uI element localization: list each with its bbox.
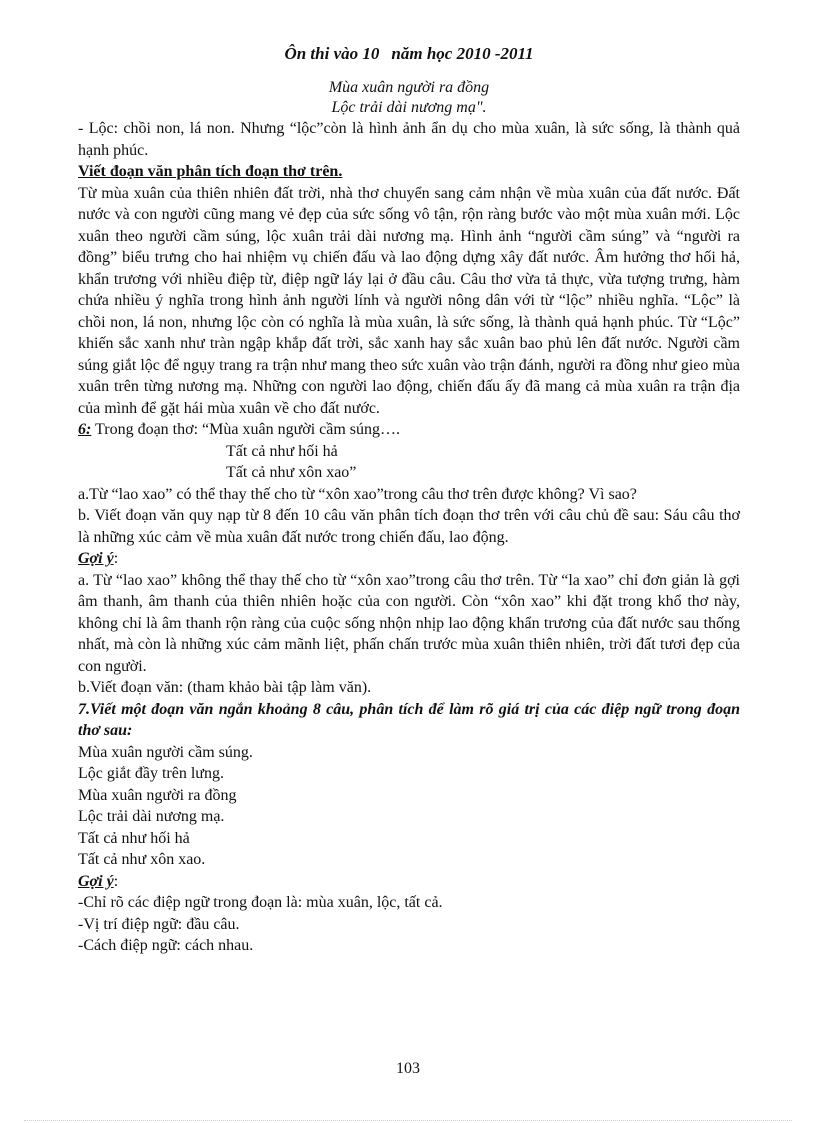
question-6 — [78, 419, 740, 441]
hint-label: Gợi ý — [78, 550, 114, 567]
question-6-verse — [78, 441, 740, 484]
hint-item: -Vị trí điệp ngữ: đầu câu. — [78, 915, 240, 933]
loc-note: - Lộc: chồi non, lá non. Nhưng “lộc”còn là hình ảnh ẩn dụ cho mùa xuân, là sức sống, là thành quả hạnh phúc. — [78, 120, 740, 159]
poem-line: Tất cả như hối hả — [78, 829, 190, 847]
question-6-verse-line: Tất cả như hối hả — [226, 442, 338, 460]
answer-b: b.Viết đoạn văn: (tham khảo bài tập làm văn). — [78, 679, 372, 696]
poem-block — [78, 742, 740, 871]
page-bottom-divider — [24, 1120, 792, 1121]
hint-suffix: : — [113, 550, 119, 567]
document-page — [78, 44, 740, 957]
answer-a: a. Từ “lao xao” không thể thay thế cho từ “xôn xao”trong câu thơ trên. Từ “la xao” chỉ đơn giản là gợi âm thanh, âm thanh của thiên nhiên hoặc của con người. Còn “xôn xao” khi đặt trong khổ thơ này, không chỉ là âm thanh rộn ràng của cuộc sống nhộn nhịp lao động khẩn trương của đất nước sau thống nhất, mà còn là những xúc cảm mãnh liệt, phấn chấn trước mùa xuân thiên nhiên, trời đất tươi đẹp của con người. — [78, 571, 740, 675]
hint-item: -Chỉ rõ các điệp ngữ trong đoạn là: mùa xuân, lộc, tất cả. — [78, 894, 443, 911]
poem-line: Lộc trải dài nương mạ. — [78, 808, 225, 825]
section-title: Viết đoạn văn phân tích đoạn thơ trên. — [78, 163, 343, 180]
quoted-verse — [78, 78, 740, 118]
analysis-paragraph: Từ mùa xuân của thiên nhiên đất trời, nhà thơ chuyển sang cảm nhận về mùa xuân của đất nước. Đất nước và con người cũng mang vẻ đẹp của sức sống vô tận, rộn ràng bước vào một mùa xuân mới. Lộc xuân theo người cầm súng, lộc xuân trải dài nương mạ. Hình ảnh “người cầm súng” và “người ra đồng” biểu trưng cho hai nhiệm vụ chiến đấu và lao động dựng xây đất nước. Âm hưởng thơ hối hả, khẩn trương với nhiều điệp từ, điệp ngữ láy lại ở đầu câu. Câu thơ vừa tả thực, vừa tượng trưng, hàm chứa nhiều ý nghĩa trong hình ảnh người lính và người nông dân với từ “lộc” nhiều nghĩa. “Lộc” là chồi non, lá non, nhưng lộc còn có nghĩa là mùa xuân, là sức sống, là thành quả hạnh phúc. Từ “Lộc” khiến sắc xanh như tràn ngập khắp đất trời, sắc xanh hay sắc xuân bao phủ lên đất nước. Người cầm súng giắt lộc để ngụy trang ra trận như mang theo sức xuân vào trận đánh, người ra đồng như gieo mùa xuân trên từng nương mạ. Những con người lao động, chiến đấu ấy đã mang cả mùa xuân ra trận địa của mình để gặt hái mùa xuân về cho đất nước. — [78, 184, 740, 417]
hint-label-2: Gợi ý — [78, 872, 114, 890]
hint-suffix-2: : — [113, 872, 119, 890]
poem-line: Mùa xuân người ra đồng — [78, 786, 237, 804]
hint-item: -Cách điệp ngữ: cách nhau. — [78, 937, 254, 954]
hint-heading — [78, 548, 740, 570]
question-7: 7.Viết một đoạn văn ngắn khoảng 8 câu, phân tích để làm rõ giá trị của các điệp ngữ trong đoạn thơ sau: — [78, 700, 740, 739]
question-6-verse-line: Tất cả như xôn xao” — [226, 464, 357, 481]
page-header — [78, 44, 740, 64]
question-6-intro: Trong đoạn thơ: “Mùa xuân người cầm súng…. — [91, 421, 401, 438]
quoted-verse-line: Lộc trải dài nương mạ". — [331, 99, 487, 116]
poem-line: Tất cả như xôn xao. — [78, 851, 206, 868]
page-number: 103 — [396, 1060, 420, 1077]
poem-line: Lộc giắt đầy trên lưng. — [78, 765, 224, 782]
question-6b: b. Viết đoạn văn quy nạp từ 8 đến 10 câu văn phân tích đoạn thơ trên với câu chủ đề sau: Sáu câu thơ là những xúc cảm về mùa xuân đất nước trong chiến đấu, lao động. — [78, 507, 740, 546]
question-6a: a.Từ “lao xao” có thể thay thế cho từ “xôn xao”trong câu thơ trên được không? Vì sao? — [78, 485, 637, 503]
header-right: năm học 2010 -2011 — [391, 44, 534, 63]
poem-line: Mùa xuân người cầm súng. — [78, 743, 253, 761]
question-6-number: 6: — [78, 421, 92, 438]
quoted-verse-line: Mùa xuân người ra đồng — [328, 79, 490, 96]
header-left: Ôn thi vào 10 — [284, 44, 380, 63]
hint-heading-2 — [78, 871, 740, 893]
